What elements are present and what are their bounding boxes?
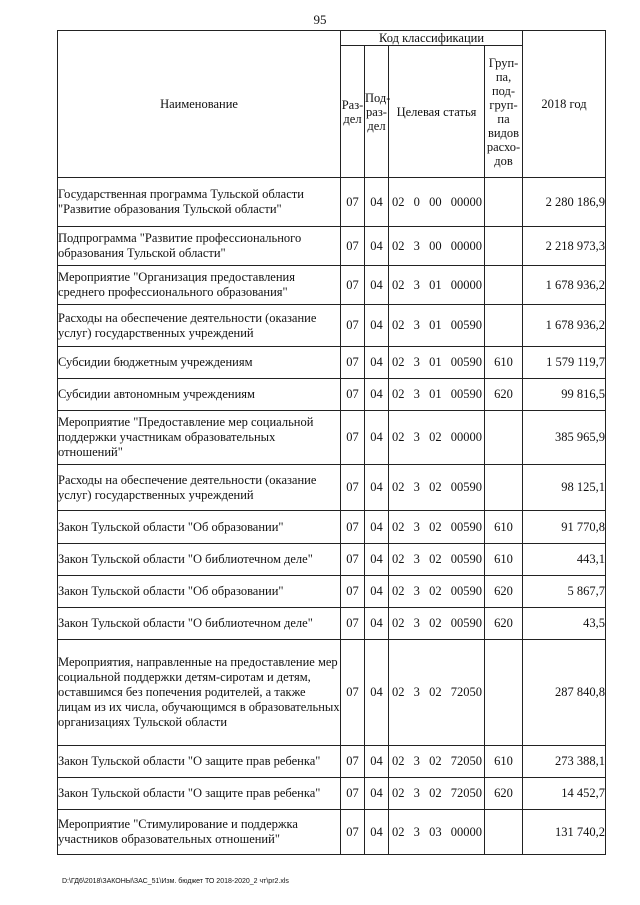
table-row [58,347,606,379]
target-subprogram: 3 [413,824,420,839]
row-name: Закон Тульской области "О библиотечном деле" [58,544,341,576]
row-razdel: 07 [341,511,365,544]
target-activity: 00 [429,194,442,209]
target-direction: 72050 [450,754,482,768]
target-program: 02 [392,318,405,332]
row-amount: 91 770,8 [523,511,606,544]
row-amount: 1 678 936,2 [523,266,606,305]
target-program: 02 [392,519,405,534]
row-group: 610 [485,347,523,379]
row-group [485,305,523,347]
target-program: 02 [392,238,405,253]
target-activity: 01 [429,277,442,292]
target-program: 02 [392,355,405,369]
target-subprogram: 3 [413,616,420,630]
target-activity: 01 [429,387,442,401]
row-name: Закон Тульской области "Об образовании" [58,576,341,608]
target-subprogram: 3 [413,355,420,369]
row-razdel: 07 [341,746,365,778]
row-group: 610 [485,746,523,778]
row-razdel: 07 [341,544,365,576]
target-direction: 00590 [450,519,482,534]
row-amount: 14 452,7 [523,778,606,810]
file-path-footer: D:\ГД6\2018\ЗАКОНЫ\ЗАС_51\Изм. бюджет ТО 2018-2020_2 чт\pr2.xls [62,878,289,885]
row-target-article [389,178,485,227]
row-razdel: 07 [341,347,365,379]
row-podrazdel: 04 [365,640,389,746]
target-subprogram: 3 [413,238,420,253]
row-name: Мероприятия, направленные на предоставление мер социальной поддержки детям-сиротам и детям, оставшимся без попечения родителей, а также лицам из их числа, обучающимся в образовательных организациях Тульской области [58,640,341,746]
row-target-article [389,746,485,778]
row-podrazdel: 04 [365,746,389,778]
row-name: Закон Тульской области "О библиотечном деле" [58,608,341,640]
row-group: 610 [485,544,523,576]
row-group: 620 [485,608,523,640]
row-podrazdel: 04 [365,178,389,227]
target-program: 02 [392,685,405,699]
target-direction: 00000 [450,824,482,839]
target-activity: 03 [429,824,442,839]
target-direction: 00590 [450,616,482,630]
target-direction: 00590 [450,584,482,598]
table-body [58,178,606,855]
target-subprogram: 3 [413,318,420,332]
target-direction: 00590 [450,318,482,332]
header-podrazdel: Под- раз- дел [365,46,389,178]
table-row [58,178,606,227]
table-row [58,576,606,608]
row-target-article [389,227,485,266]
row-razdel: 07 [341,227,365,266]
row-podrazdel: 04 [365,465,389,511]
row-target-article [389,305,485,347]
target-program: 02 [392,277,405,292]
row-podrazdel: 04 [365,544,389,576]
header-year: 2018 год [523,31,606,178]
row-target-article [389,810,485,855]
row-name: Расходы на обеспечение деятельности (оказание услуг) государственных учреждений [58,465,341,511]
row-group [485,810,523,855]
page-number: 95 [313,12,327,27]
row-amount: 2 280 186,9 [523,178,606,227]
target-activity: 02 [429,430,442,444]
row-target-article [389,640,485,746]
table-row [58,511,606,544]
row-target-article [389,778,485,810]
row-podrazdel: 04 [365,411,389,465]
row-amount: 385 965,9 [523,411,606,465]
row-group: 620 [485,379,523,411]
target-subprogram: 3 [413,480,420,494]
header-code-group: Код классификации [341,31,523,46]
row-amount: 43,5 [523,608,606,640]
row-razdel: 07 [341,178,365,227]
row-name: Закон Тульской области "О защите прав ребенка" [58,778,341,810]
row-razdel: 07 [341,266,365,305]
row-target-article [389,511,485,544]
row-group [485,227,523,266]
row-amount: 5 867,7 [523,576,606,608]
target-subprogram: 3 [413,519,420,534]
row-group: 610 [485,511,523,544]
target-direction: 72050 [450,685,482,699]
table-row [58,746,606,778]
target-subprogram: 3 [413,786,420,800]
row-podrazdel: 04 [365,576,389,608]
row-podrazdel: 04 [365,608,389,640]
table-row [58,640,606,746]
row-group: 620 [485,576,523,608]
row-name: Государственная программа Тульской области "Развитие образования Тульской области" [58,178,341,227]
target-program: 02 [392,616,405,630]
row-target-article [389,411,485,465]
row-podrazdel: 04 [365,347,389,379]
target-program: 02 [392,194,405,209]
row-amount: 2 218 973,3 [523,227,606,266]
table-row [58,810,606,855]
row-razdel: 07 [341,778,365,810]
target-direction: 00000 [450,430,482,444]
target-program: 02 [392,387,405,401]
row-target-article [389,266,485,305]
row-name: Закон Тульской области "О защите прав ребенка" [58,746,341,778]
row-podrazdel: 04 [365,266,389,305]
target-program: 02 [392,754,405,768]
row-target-article [389,608,485,640]
row-name: Подпрограмма "Развитие профессионального образования Тульской области" [58,227,341,266]
target-activity: 02 [429,552,442,566]
row-target-article [389,465,485,511]
row-amount: 443,1 [523,544,606,576]
target-subprogram: 3 [413,685,420,699]
target-activity: 02 [429,584,442,598]
target-direction: 00590 [450,552,482,566]
row-amount: 131 740,2 [523,810,606,855]
row-razdel: 07 [341,608,365,640]
row-razdel: 07 [341,465,365,511]
row-name: Субсидии бюджетным учреждениям [58,347,341,379]
target-activity: 01 [429,318,442,332]
header-name: Наименование [58,31,341,178]
table-row [58,227,606,266]
row-amount: 98 125,1 [523,465,606,511]
row-amount: 287 840,8 [523,640,606,746]
row-group [485,640,523,746]
target-subprogram: 3 [413,584,420,598]
row-amount: 1 678 936,2 [523,305,606,347]
row-amount: 273 388,1 [523,746,606,778]
row-name: Мероприятие "Предоставление мер социальной поддержки участникам образовательных отношений" [58,411,341,465]
row-podrazdel: 04 [365,511,389,544]
target-activity: 02 [429,616,442,630]
header-group: Груп- па, под- груп- па видов расхо- дов [485,46,523,178]
row-group [485,465,523,511]
row-amount: 1 579 119,7 [523,347,606,379]
row-group [485,266,523,305]
row-group [485,178,523,227]
table-row [58,608,606,640]
row-target-article [389,379,485,411]
target-subprogram: 0 [413,194,420,209]
row-name: Расходы на обеспечение деятельности (оказание услуг) государственных учреждений [58,305,341,347]
row-target-article [389,576,485,608]
row-razdel: 07 [341,576,365,608]
budget-table [57,30,606,855]
header-target: Целевая статья [389,46,485,178]
target-program: 02 [392,430,405,444]
target-direction: 72050 [450,786,482,800]
target-subprogram: 3 [413,754,420,768]
target-program: 02 [392,480,405,494]
table-row [58,266,606,305]
row-podrazdel: 04 [365,379,389,411]
table-row [58,544,606,576]
row-amount: 99 816,5 [523,379,606,411]
target-subprogram: 3 [413,430,420,444]
target-direction: 00000 [450,238,482,253]
row-name: Субсидии автономным учреждениям [58,379,341,411]
row-podrazdel: 04 [365,227,389,266]
table-header [58,31,606,178]
table-row [58,305,606,347]
row-podrazdel: 04 [365,810,389,855]
table-row [58,778,606,810]
row-razdel: 07 [341,810,365,855]
table-row [58,411,606,465]
target-program: 02 [392,584,405,598]
row-podrazdel: 04 [365,778,389,810]
row-razdel: 07 [341,640,365,746]
table-row [58,465,606,511]
target-activity: 01 [429,355,442,369]
row-razdel: 07 [341,379,365,411]
target-activity: 02 [429,685,442,699]
row-podrazdel: 04 [365,305,389,347]
row-razdel: 07 [341,305,365,347]
target-direction: 00590 [450,387,482,401]
target-direction: 00000 [450,194,482,209]
row-group: 620 [485,778,523,810]
target-activity: 02 [429,519,442,534]
header-razdel: Раз- дел [341,46,365,178]
target-direction: 00590 [450,480,482,494]
target-activity: 00 [429,238,442,253]
target-subprogram: 3 [413,387,420,401]
target-program: 02 [392,552,405,566]
row-target-article [389,544,485,576]
target-program: 02 [392,824,405,839]
target-direction: 00590 [450,355,482,369]
target-activity: 02 [429,786,442,800]
target-direction: 00000 [450,277,482,292]
target-activity: 02 [429,480,442,494]
row-target-article [389,347,485,379]
target-subprogram: 3 [413,552,420,566]
target-subprogram: 3 [413,277,420,292]
target-activity: 02 [429,754,442,768]
row-name: Мероприятие "Стимулирование и поддержка участников образовательных отношений" [58,810,341,855]
row-name: Закон Тульской области "Об образовании" [58,511,341,544]
row-name: Мероприятие "Организация предоставления среднего профессионального образования" [58,266,341,305]
row-group [485,411,523,465]
row-razdel: 07 [341,411,365,465]
target-program: 02 [392,786,405,800]
table-row [58,379,606,411]
